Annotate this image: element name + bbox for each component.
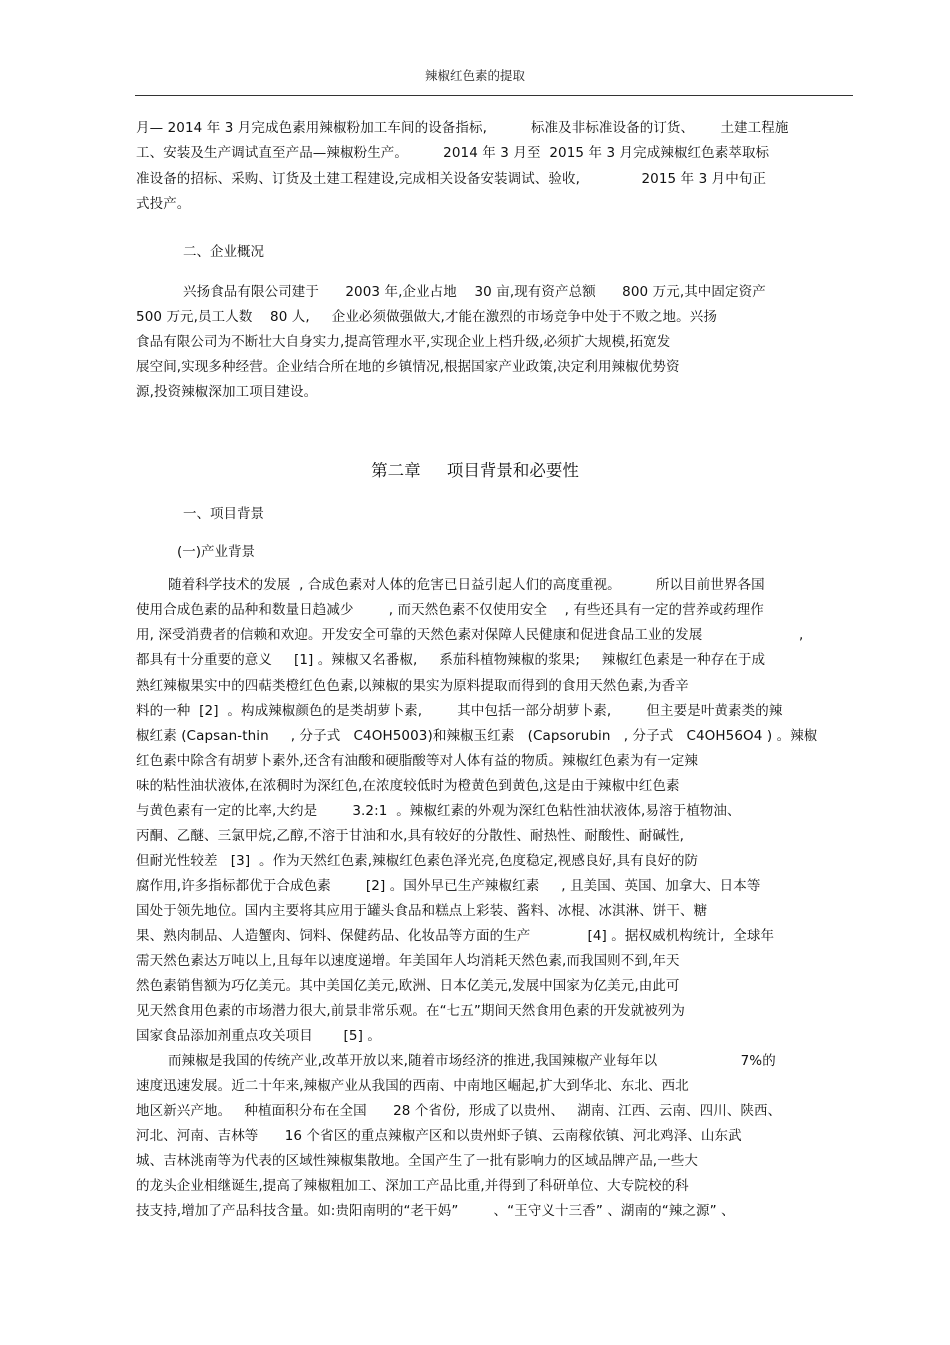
page-header-title: 辣椒红色素的提取 (424, 68, 525, 83)
text-line: 月— 2014 年 3 月完成色素用辣椒粉加工车间的设备指标, 标准及非标准设备的订货、 土建工程施 (136, 120, 789, 136)
text-line: 国家食品添加剂重点攻关项目 [5] 。 (136, 1028, 381, 1044)
section-heading-background: 一、项目背景 (183, 506, 264, 522)
text-line: 腐作用,许多指标都优于合成色素 [2] 。国外早已生产辣椒红素 , 且美国、英国、加拿大、日本等 (136, 878, 761, 894)
text-line: 果、熟肉制品、人造蟹肉、饲料、保健药品、化妆品等方面的生产 [4] 。据权威机构统计, 全球年 (136, 928, 775, 944)
text-line: 丙酮、乙醚、三氯甲烷,乙醇,不溶于甘油和水,具有较好的分散性、耐热性、耐酸性、耐碱性, (136, 828, 684, 844)
text-line: 见天然食用色素的市场潜力很大,前景非常乐观。在“七五”期间天然食用色素的开发就被列为 (136, 1003, 685, 1019)
text-line: 而辣椒是我国的传统产业,改革开放以来,随着市场经济的推进,我国辣椒产业每年以 7%的 (168, 1053, 776, 1069)
text-line: 红色素中除含有胡萝卜素外,还含有油酸和硬脂酸等对人体有益的物质。辣椒红色素为有一定辣 (136, 753, 698, 769)
subsection-heading-industry: (一)产业背景 (177, 544, 256, 560)
text-line: 速度迅速发展。近二十年来,辣椒产业从我国的西南、中南地区崛起,扩大到华北、东北、西北 (136, 1078, 689, 1094)
text-line: 食品有限公司为不断壮大自身实力,提高管理水平,实现企业上档升级,必须扩大规模,拓宽发 (136, 334, 671, 350)
text-line: 但耐光性较差 [3] 。作为天然红色素,辣椒红色素色泽光亮,色度稳定,视感良好,具有良好的防 (136, 853, 699, 869)
text-line: 工、安装及生产调试直至产品—辣椒粉生产。 2014 年 3 月至 2015 年 3 月完成辣椒红色素萃取标 (136, 145, 770, 161)
text-line: 城、吉林洮南等为代表的区域性辣椒集散地。全国产生了一批有影响力的区域品牌产品,一些大 (136, 1153, 698, 1169)
text-line: 随着科学技术的发展 , 合成色素对人体的危害已日益引起人们的高度重视。 所以目前世界各国 (168, 577, 765, 593)
text-line: 的龙头企业相继诞生,提高了辣椒粗加工、深加工产品比重,并得到了科研单位、大专院校的科 (136, 1178, 689, 1194)
text-line: 500 万元,员工人数 80 人, 企业必须做强做大,才能在激烈的市场竞争中处于不败之地。兴扬 (136, 309, 717, 325)
text-line: 椒红素 (Capsan-thin , 分子式 C4OH5003)和辣椒玉红素 (Capsorubin , 分子式 C4OH56O4 ) 。辣椒 (136, 728, 818, 744)
text-line: 然色素销售额为巧亿美元。其中美国亿美元,欧洲、日本亿美元,发展中国家为亿美元,由此可 (136, 978, 680, 994)
text-line: 准设备的招标、采购、订货及土建工程建设,完成相关设备安装调试、验收, 2015 年 3 月中旬正 (136, 171, 767, 187)
text-line: 国处于领先地位。国内主要将其应用于罐头食品和糕点上彩装、酱料、冰棍、冰淇淋、饼干、糖 (136, 903, 708, 919)
text-line: 用, 深受消费者的信赖和欢迎。开发安全可靠的天然色素对保障人民健康和促进食品工业的发展 , (136, 627, 804, 643)
text-line: 熟红辣椒果实中的四萜类橙红色色素,以辣椒的果实为原料提取而得到的食用天然色素,为香辛 (136, 678, 689, 694)
text-line: 兴扬食品有限公司建于 2003 年,企业占地 30 亩,现有资产总额 800 万元,其中固定资产 (183, 284, 766, 300)
chapter-title: 第二章 项目背景和必要性 (371, 461, 579, 480)
section-heading-enterprise: 二、企业概况 (183, 244, 264, 260)
text-line: 使用合成色素的品种和数量日趋减少 , 而天然色素不仅使用安全 , 有些还具有一定的营养或药理作 (136, 602, 764, 618)
text-line: 展空间,实现多种经营。企业结合所在地的乡镇情况,根据国家产业政策,决定利用辣椒优势资 (136, 359, 680, 375)
text-line: 河北、河南、吉林等 16 个省区的重点辣椒产区和以贵州虾子镇、云南稼依镇、河北鸡泽、山东武 (136, 1128, 742, 1144)
text-line: 都具有十分重要的意义 [1] 。辣椒又名番椒, 系茄科植物辣椒的浆果; 辣椒红色素是一种存在于成 (136, 652, 766, 668)
text-line: 式投产。 (136, 196, 191, 212)
text-line: 味的粘性油状液体,在浓稠时为深红色,在浓度较低时为橙黄色到黄色,这是由于辣椒中红色素 (136, 778, 680, 794)
header-divider (135, 95, 853, 96)
text-line: 料的一种 [2] 。构成辣椒颜色的是类胡萝卜素, 其中包括一部分胡萝卜素, 但主要是叶黄素类的辣 (136, 703, 783, 719)
text-line: 技支持,增加了产品科技含量。如:贵阳南明的“老干妈” 、“王守义十三香” 、湖南的“辣之源” 、 (136, 1203, 735, 1219)
text-line: 地区新兴产地。 种植面积分布在全国 28 个省份, 形成了以贵州、 湖南、江西、云南、四川、陕西、 (136, 1103, 782, 1119)
text-line: 与黄色素有一定的比率,大约是 3.2:1 。辣椒红素的外观为深红色粘性油状液体,易溶于植物油、 (136, 803, 741, 819)
text-line: 需天然色素达万吨以上,且每年以速度递增。年美国年人均消耗天然色素,而我国则不到,年天 (136, 953, 680, 969)
text-line: 源,投资辣椒深加工项目建设。 (136, 384, 318, 400)
